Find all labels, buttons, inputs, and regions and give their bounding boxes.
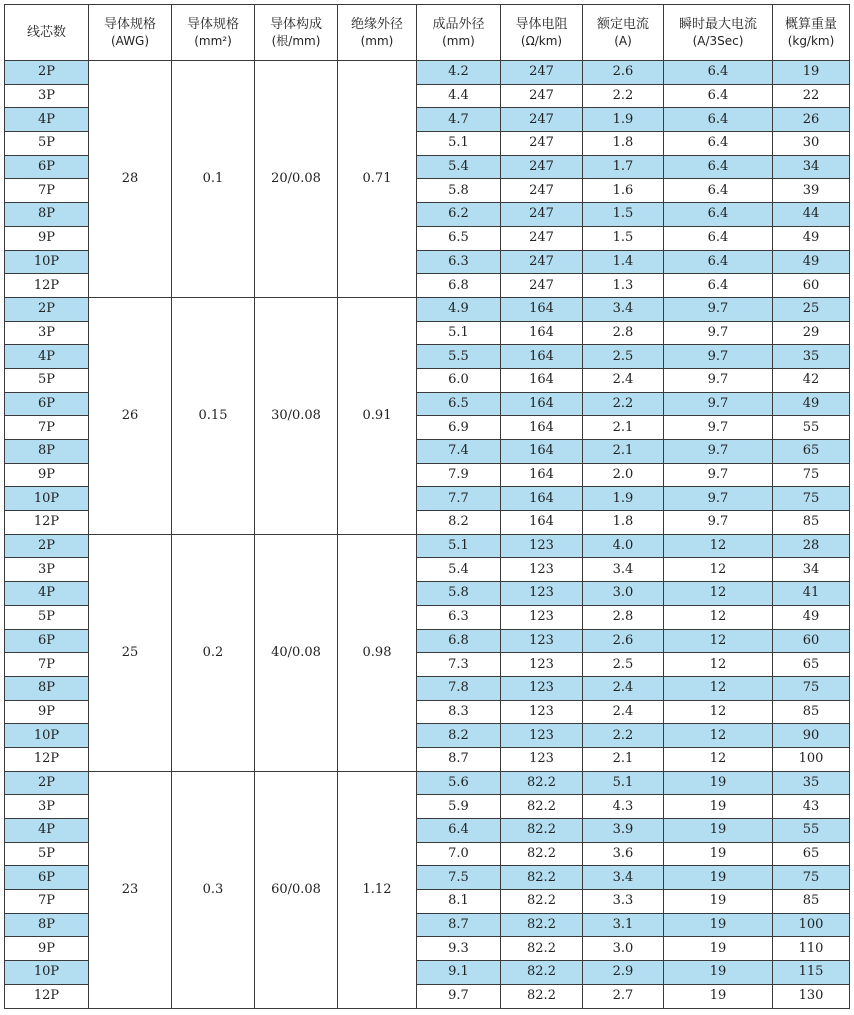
peak-current-cell: 6.4 [664, 274, 773, 298]
finished-od-cell: 9.7 [417, 984, 501, 1008]
finished-od-cell: 7.0 [417, 842, 501, 866]
peak-current-cell: 9.7 [664, 321, 773, 345]
awg-cell: 23 [89, 771, 172, 1008]
peak-current-cell: 12 [664, 605, 773, 629]
finished-od-cell: 6.8 [417, 629, 501, 653]
cores-cell: 6P [5, 866, 89, 890]
weight-cell: 30 [773, 132, 850, 156]
resistance-cell: 164 [501, 487, 583, 511]
rated-current-cell: 2.2 [583, 724, 664, 748]
cable-spec-table [4, 4, 850, 1009]
finished-od-cell: 7.4 [417, 440, 501, 464]
peak-current-cell: 6.4 [664, 155, 773, 179]
weight-cell: 49 [773, 226, 850, 250]
finished-od-cell: 6.9 [417, 416, 501, 440]
insulation-od-cell: 0.71 [338, 61, 417, 298]
header-insulation-od: 绝缘外径 (mm) [338, 5, 417, 61]
cores-cell: 3P [5, 795, 89, 819]
rated-current-cell: 1.5 [583, 203, 664, 227]
resistance-cell: 82.2 [501, 890, 583, 914]
rated-current-cell: 2.5 [583, 345, 664, 369]
cores-cell: 8P [5, 203, 89, 227]
resistance-cell: 123 [501, 605, 583, 629]
peak-current-cell: 6.4 [664, 132, 773, 156]
resistance-cell: 123 [501, 747, 583, 771]
peak-current-cell: 9.7 [664, 511, 773, 535]
finished-od-cell: 6.5 [417, 226, 501, 250]
peak-current-cell: 12 [664, 747, 773, 771]
rated-current-cell: 2.9 [583, 961, 664, 985]
rated-current-cell: 2.8 [583, 321, 664, 345]
mm2-cell: 0.15 [172, 297, 255, 534]
awg-cell: 26 [89, 297, 172, 534]
header-cores: 线芯数 [5, 5, 89, 61]
resistance-cell: 123 [501, 558, 583, 582]
weight-cell: 90 [773, 724, 850, 748]
resistance-cell: 82.2 [501, 819, 583, 843]
resistance-cell: 123 [501, 700, 583, 724]
weight-cell: 75 [773, 487, 850, 511]
weight-cell: 60 [773, 629, 850, 653]
cores-cell: 7P [5, 179, 89, 203]
peak-current-cell: 19 [664, 984, 773, 1008]
weight-cell: 44 [773, 203, 850, 227]
cores-cell: 4P [5, 582, 89, 606]
peak-current-cell: 6.4 [664, 61, 773, 85]
rated-current-cell: 1.9 [583, 487, 664, 511]
peak-current-cell: 12 [664, 582, 773, 606]
cores-cell: 9P [5, 463, 89, 487]
resistance-cell: 164 [501, 368, 583, 392]
rated-current-cell: 3.4 [583, 558, 664, 582]
rated-current-cell: 2.4 [583, 676, 664, 700]
peak-current-cell: 19 [664, 913, 773, 937]
rated-current-cell: 1.4 [583, 250, 664, 274]
table-header [5, 5, 850, 61]
cores-cell: 10P [5, 724, 89, 748]
finished-od-cell: 5.1 [417, 321, 501, 345]
weight-cell: 41 [773, 582, 850, 606]
cores-cell: 8P [5, 676, 89, 700]
cores-cell: 5P [5, 842, 89, 866]
peak-current-cell: 19 [664, 771, 773, 795]
resistance-cell: 247 [501, 226, 583, 250]
finished-od-cell: 6.8 [417, 274, 501, 298]
weight-cell: 100 [773, 913, 850, 937]
cores-cell: 3P [5, 321, 89, 345]
weight-cell: 85 [773, 700, 850, 724]
table-row [5, 297, 850, 321]
weight-cell: 65 [773, 440, 850, 464]
finished-od-cell: 6.5 [417, 392, 501, 416]
peak-current-cell: 12 [664, 534, 773, 558]
weight-cell: 35 [773, 771, 850, 795]
header-awg: 导体规格 (AWG) [89, 5, 172, 61]
insulation-od-cell: 0.98 [338, 534, 417, 771]
weight-cell: 75 [773, 676, 850, 700]
peak-current-cell: 19 [664, 866, 773, 890]
finished-od-cell: 6.2 [417, 203, 501, 227]
peak-current-cell: 19 [664, 961, 773, 985]
peak-current-cell: 9.7 [664, 487, 773, 511]
weight-cell: 65 [773, 842, 850, 866]
cores-cell: 3P [5, 84, 89, 108]
finished-od-cell: 4.4 [417, 84, 501, 108]
finished-od-cell: 8.7 [417, 913, 501, 937]
finished-od-cell: 4.9 [417, 297, 501, 321]
rated-current-cell: 2.4 [583, 368, 664, 392]
mm2-cell: 0.3 [172, 771, 255, 1008]
weight-cell: 65 [773, 653, 850, 677]
finished-od-cell: 8.3 [417, 700, 501, 724]
finished-od-cell: 5.4 [417, 155, 501, 179]
table-body [5, 61, 850, 1009]
resistance-cell: 164 [501, 392, 583, 416]
rated-current-cell: 3.3 [583, 890, 664, 914]
finished-od-cell: 4.2 [417, 61, 501, 85]
rated-current-cell: 3.1 [583, 913, 664, 937]
finished-od-cell: 5.4 [417, 558, 501, 582]
peak-current-cell: 6.4 [664, 226, 773, 250]
cores-cell: 12P [5, 747, 89, 771]
rated-current-cell: 1.8 [583, 132, 664, 156]
cores-cell: 6P [5, 155, 89, 179]
table-row [5, 61, 850, 85]
table-row [5, 534, 850, 558]
construction-cell: 40/0.08 [255, 534, 338, 771]
resistance-cell: 164 [501, 321, 583, 345]
finished-od-cell: 5.6 [417, 771, 501, 795]
rated-current-cell: 2.6 [583, 61, 664, 85]
cores-cell: 8P [5, 913, 89, 937]
awg-cell: 25 [89, 534, 172, 771]
cores-cell: 4P [5, 819, 89, 843]
cores-cell: 10P [5, 250, 89, 274]
resistance-cell: 82.2 [501, 961, 583, 985]
rated-current-cell: 2.1 [583, 747, 664, 771]
weight-cell: 34 [773, 558, 850, 582]
weight-cell: 60 [773, 274, 850, 298]
weight-cell: 35 [773, 345, 850, 369]
rated-current-cell: 3.9 [583, 819, 664, 843]
resistance-cell: 247 [501, 274, 583, 298]
weight-cell: 115 [773, 961, 850, 985]
finished-od-cell: 6.3 [417, 605, 501, 629]
peak-current-cell: 12 [664, 724, 773, 748]
rated-current-cell: 1.9 [583, 108, 664, 132]
finished-od-cell: 7.3 [417, 653, 501, 677]
header-weight: 概算重量 (kg/km) [773, 5, 850, 61]
construction-cell: 20/0.08 [255, 61, 338, 298]
resistance-cell: 82.2 [501, 913, 583, 937]
header-mm2: 导体规格 (mm²) [172, 5, 255, 61]
cores-cell: 3P [5, 558, 89, 582]
resistance-cell: 164 [501, 297, 583, 321]
rated-current-cell: 2.1 [583, 416, 664, 440]
weight-cell: 100 [773, 747, 850, 771]
weight-cell: 49 [773, 392, 850, 416]
header-row [5, 5, 850, 61]
finished-od-cell: 5.9 [417, 795, 501, 819]
weight-cell: 130 [773, 984, 850, 1008]
finished-od-cell: 5.1 [417, 534, 501, 558]
resistance-cell: 247 [501, 155, 583, 179]
weight-cell: 26 [773, 108, 850, 132]
resistance-cell: 82.2 [501, 866, 583, 890]
weight-cell: 19 [773, 61, 850, 85]
rated-current-cell: 1.8 [583, 511, 664, 535]
insulation-od-cell: 1.12 [338, 771, 417, 1008]
rated-current-cell: 2.5 [583, 653, 664, 677]
peak-current-cell: 9.7 [664, 345, 773, 369]
peak-current-cell: 12 [664, 629, 773, 653]
cores-cell: 10P [5, 487, 89, 511]
weight-cell: 29 [773, 321, 850, 345]
resistance-cell: 123 [501, 629, 583, 653]
resistance-cell: 123 [501, 534, 583, 558]
rated-current-cell: 3.0 [583, 582, 664, 606]
peak-current-cell: 19 [664, 890, 773, 914]
rated-current-cell: 2.2 [583, 392, 664, 416]
cores-cell: 5P [5, 368, 89, 392]
rated-current-cell: 2.4 [583, 700, 664, 724]
resistance-cell: 123 [501, 724, 583, 748]
weight-cell: 49 [773, 605, 850, 629]
resistance-cell: 247 [501, 250, 583, 274]
weight-cell: 85 [773, 890, 850, 914]
weight-cell: 28 [773, 534, 850, 558]
peak-current-cell: 12 [664, 653, 773, 677]
resistance-cell: 247 [501, 84, 583, 108]
resistance-cell: 82.2 [501, 937, 583, 961]
rated-current-cell: 1.3 [583, 274, 664, 298]
weight-cell: 25 [773, 297, 850, 321]
cores-cell: 7P [5, 653, 89, 677]
cores-cell: 4P [5, 345, 89, 369]
finished-od-cell: 7.9 [417, 463, 501, 487]
cores-cell: 12P [5, 511, 89, 535]
rated-current-cell: 2.1 [583, 440, 664, 464]
cores-cell: 10P [5, 961, 89, 985]
peak-current-cell: 6.4 [664, 84, 773, 108]
resistance-cell: 164 [501, 463, 583, 487]
header-finished-od: 成品外径 (mm) [417, 5, 501, 61]
peak-current-cell: 12 [664, 676, 773, 700]
weight-cell: 55 [773, 819, 850, 843]
weight-cell: 75 [773, 866, 850, 890]
weight-cell: 22 [773, 84, 850, 108]
header-construction: 导体构成 (根/mm) [255, 5, 338, 61]
peak-current-cell: 12 [664, 558, 773, 582]
resistance-cell: 82.2 [501, 795, 583, 819]
resistance-cell: 247 [501, 203, 583, 227]
weight-cell: 55 [773, 416, 850, 440]
mm2-cell: 0.1 [172, 61, 255, 298]
weight-cell: 85 [773, 511, 850, 535]
peak-current-cell: 9.7 [664, 297, 773, 321]
rated-current-cell: 1.5 [583, 226, 664, 250]
peak-current-cell: 9.7 [664, 440, 773, 464]
cores-cell: 5P [5, 605, 89, 629]
resistance-cell: 123 [501, 582, 583, 606]
cores-cell: 9P [5, 937, 89, 961]
rated-current-cell: 4.0 [583, 534, 664, 558]
peak-current-cell: 9.7 [664, 392, 773, 416]
finished-od-cell: 5.8 [417, 582, 501, 606]
peak-current-cell: 6.4 [664, 108, 773, 132]
header-peak-current: 瞬时最大电流 (A/3Sec) [664, 5, 773, 61]
cores-cell: 9P [5, 700, 89, 724]
peak-current-cell: 19 [664, 819, 773, 843]
peak-current-cell: 6.4 [664, 250, 773, 274]
header-resistance: 导体电阻 (Ω/km) [501, 5, 583, 61]
finished-od-cell: 4.7 [417, 108, 501, 132]
resistance-cell: 247 [501, 61, 583, 85]
cores-cell: 2P [5, 771, 89, 795]
cores-cell: 5P [5, 132, 89, 156]
weight-cell: 43 [773, 795, 850, 819]
mm2-cell: 0.2 [172, 534, 255, 771]
resistance-cell: 164 [501, 511, 583, 535]
peak-current-cell: 6.4 [664, 179, 773, 203]
weight-cell: 34 [773, 155, 850, 179]
weight-cell: 110 [773, 937, 850, 961]
resistance-cell: 164 [501, 416, 583, 440]
rated-current-cell: 4.3 [583, 795, 664, 819]
construction-cell: 30/0.08 [255, 297, 338, 534]
rated-current-cell: 1.7 [583, 155, 664, 179]
finished-od-cell: 9.1 [417, 961, 501, 985]
resistance-cell: 82.2 [501, 771, 583, 795]
cores-cell: 2P [5, 534, 89, 558]
cores-cell: 7P [5, 416, 89, 440]
insulation-od-cell: 0.91 [338, 297, 417, 534]
finished-od-cell: 8.7 [417, 747, 501, 771]
rated-current-cell: 3.4 [583, 297, 664, 321]
rated-current-cell: 3.0 [583, 937, 664, 961]
finished-od-cell: 9.3 [417, 937, 501, 961]
cores-cell: 8P [5, 440, 89, 464]
finished-od-cell: 7.8 [417, 676, 501, 700]
rated-current-cell: 2.7 [583, 984, 664, 1008]
resistance-cell: 164 [501, 345, 583, 369]
resistance-cell: 82.2 [501, 842, 583, 866]
cores-cell: 6P [5, 392, 89, 416]
resistance-cell: 82.2 [501, 984, 583, 1008]
resistance-cell: 123 [501, 653, 583, 677]
cores-cell: 12P [5, 984, 89, 1008]
finished-od-cell: 6.4 [417, 819, 501, 843]
rated-current-cell: 1.6 [583, 179, 664, 203]
peak-current-cell: 9.7 [664, 368, 773, 392]
cores-cell: 9P [5, 226, 89, 250]
rated-current-cell: 2.2 [583, 84, 664, 108]
finished-od-cell: 8.2 [417, 511, 501, 535]
finished-od-cell: 7.5 [417, 866, 501, 890]
construction-cell: 60/0.08 [255, 771, 338, 1008]
finished-od-cell: 5.1 [417, 132, 501, 156]
resistance-cell: 247 [501, 132, 583, 156]
resistance-cell: 247 [501, 179, 583, 203]
rated-current-cell: 3.4 [583, 866, 664, 890]
peak-current-cell: 19 [664, 795, 773, 819]
finished-od-cell: 6.3 [417, 250, 501, 274]
weight-cell: 42 [773, 368, 850, 392]
weight-cell: 75 [773, 463, 850, 487]
resistance-cell: 164 [501, 440, 583, 464]
awg-cell: 28 [89, 61, 172, 298]
cores-cell: 2P [5, 297, 89, 321]
finished-od-cell: 8.2 [417, 724, 501, 748]
finished-od-cell: 5.5 [417, 345, 501, 369]
weight-cell: 39 [773, 179, 850, 203]
finished-od-cell: 7.7 [417, 487, 501, 511]
table-row [5, 771, 850, 795]
finished-od-cell: 6.0 [417, 368, 501, 392]
rated-current-cell: 5.1 [583, 771, 664, 795]
rated-current-cell: 2.6 [583, 629, 664, 653]
rated-current-cell: 2.0 [583, 463, 664, 487]
finished-od-cell: 8.1 [417, 890, 501, 914]
weight-cell: 49 [773, 250, 850, 274]
resistance-cell: 123 [501, 676, 583, 700]
peak-current-cell: 9.7 [664, 416, 773, 440]
peak-current-cell: 19 [664, 842, 773, 866]
cores-cell: 6P [5, 629, 89, 653]
cores-cell: 4P [5, 108, 89, 132]
finished-od-cell: 5.8 [417, 179, 501, 203]
peak-current-cell: 19 [664, 937, 773, 961]
cores-cell: 2P [5, 61, 89, 85]
cores-cell: 12P [5, 274, 89, 298]
rated-current-cell: 2.8 [583, 605, 664, 629]
peak-current-cell: 6.4 [664, 203, 773, 227]
header-rated-current: 额定电流 (A) [583, 5, 664, 61]
rated-current-cell: 3.6 [583, 842, 664, 866]
peak-current-cell: 12 [664, 700, 773, 724]
resistance-cell: 247 [501, 108, 583, 132]
peak-current-cell: 9.7 [664, 463, 773, 487]
cores-cell: 7P [5, 890, 89, 914]
